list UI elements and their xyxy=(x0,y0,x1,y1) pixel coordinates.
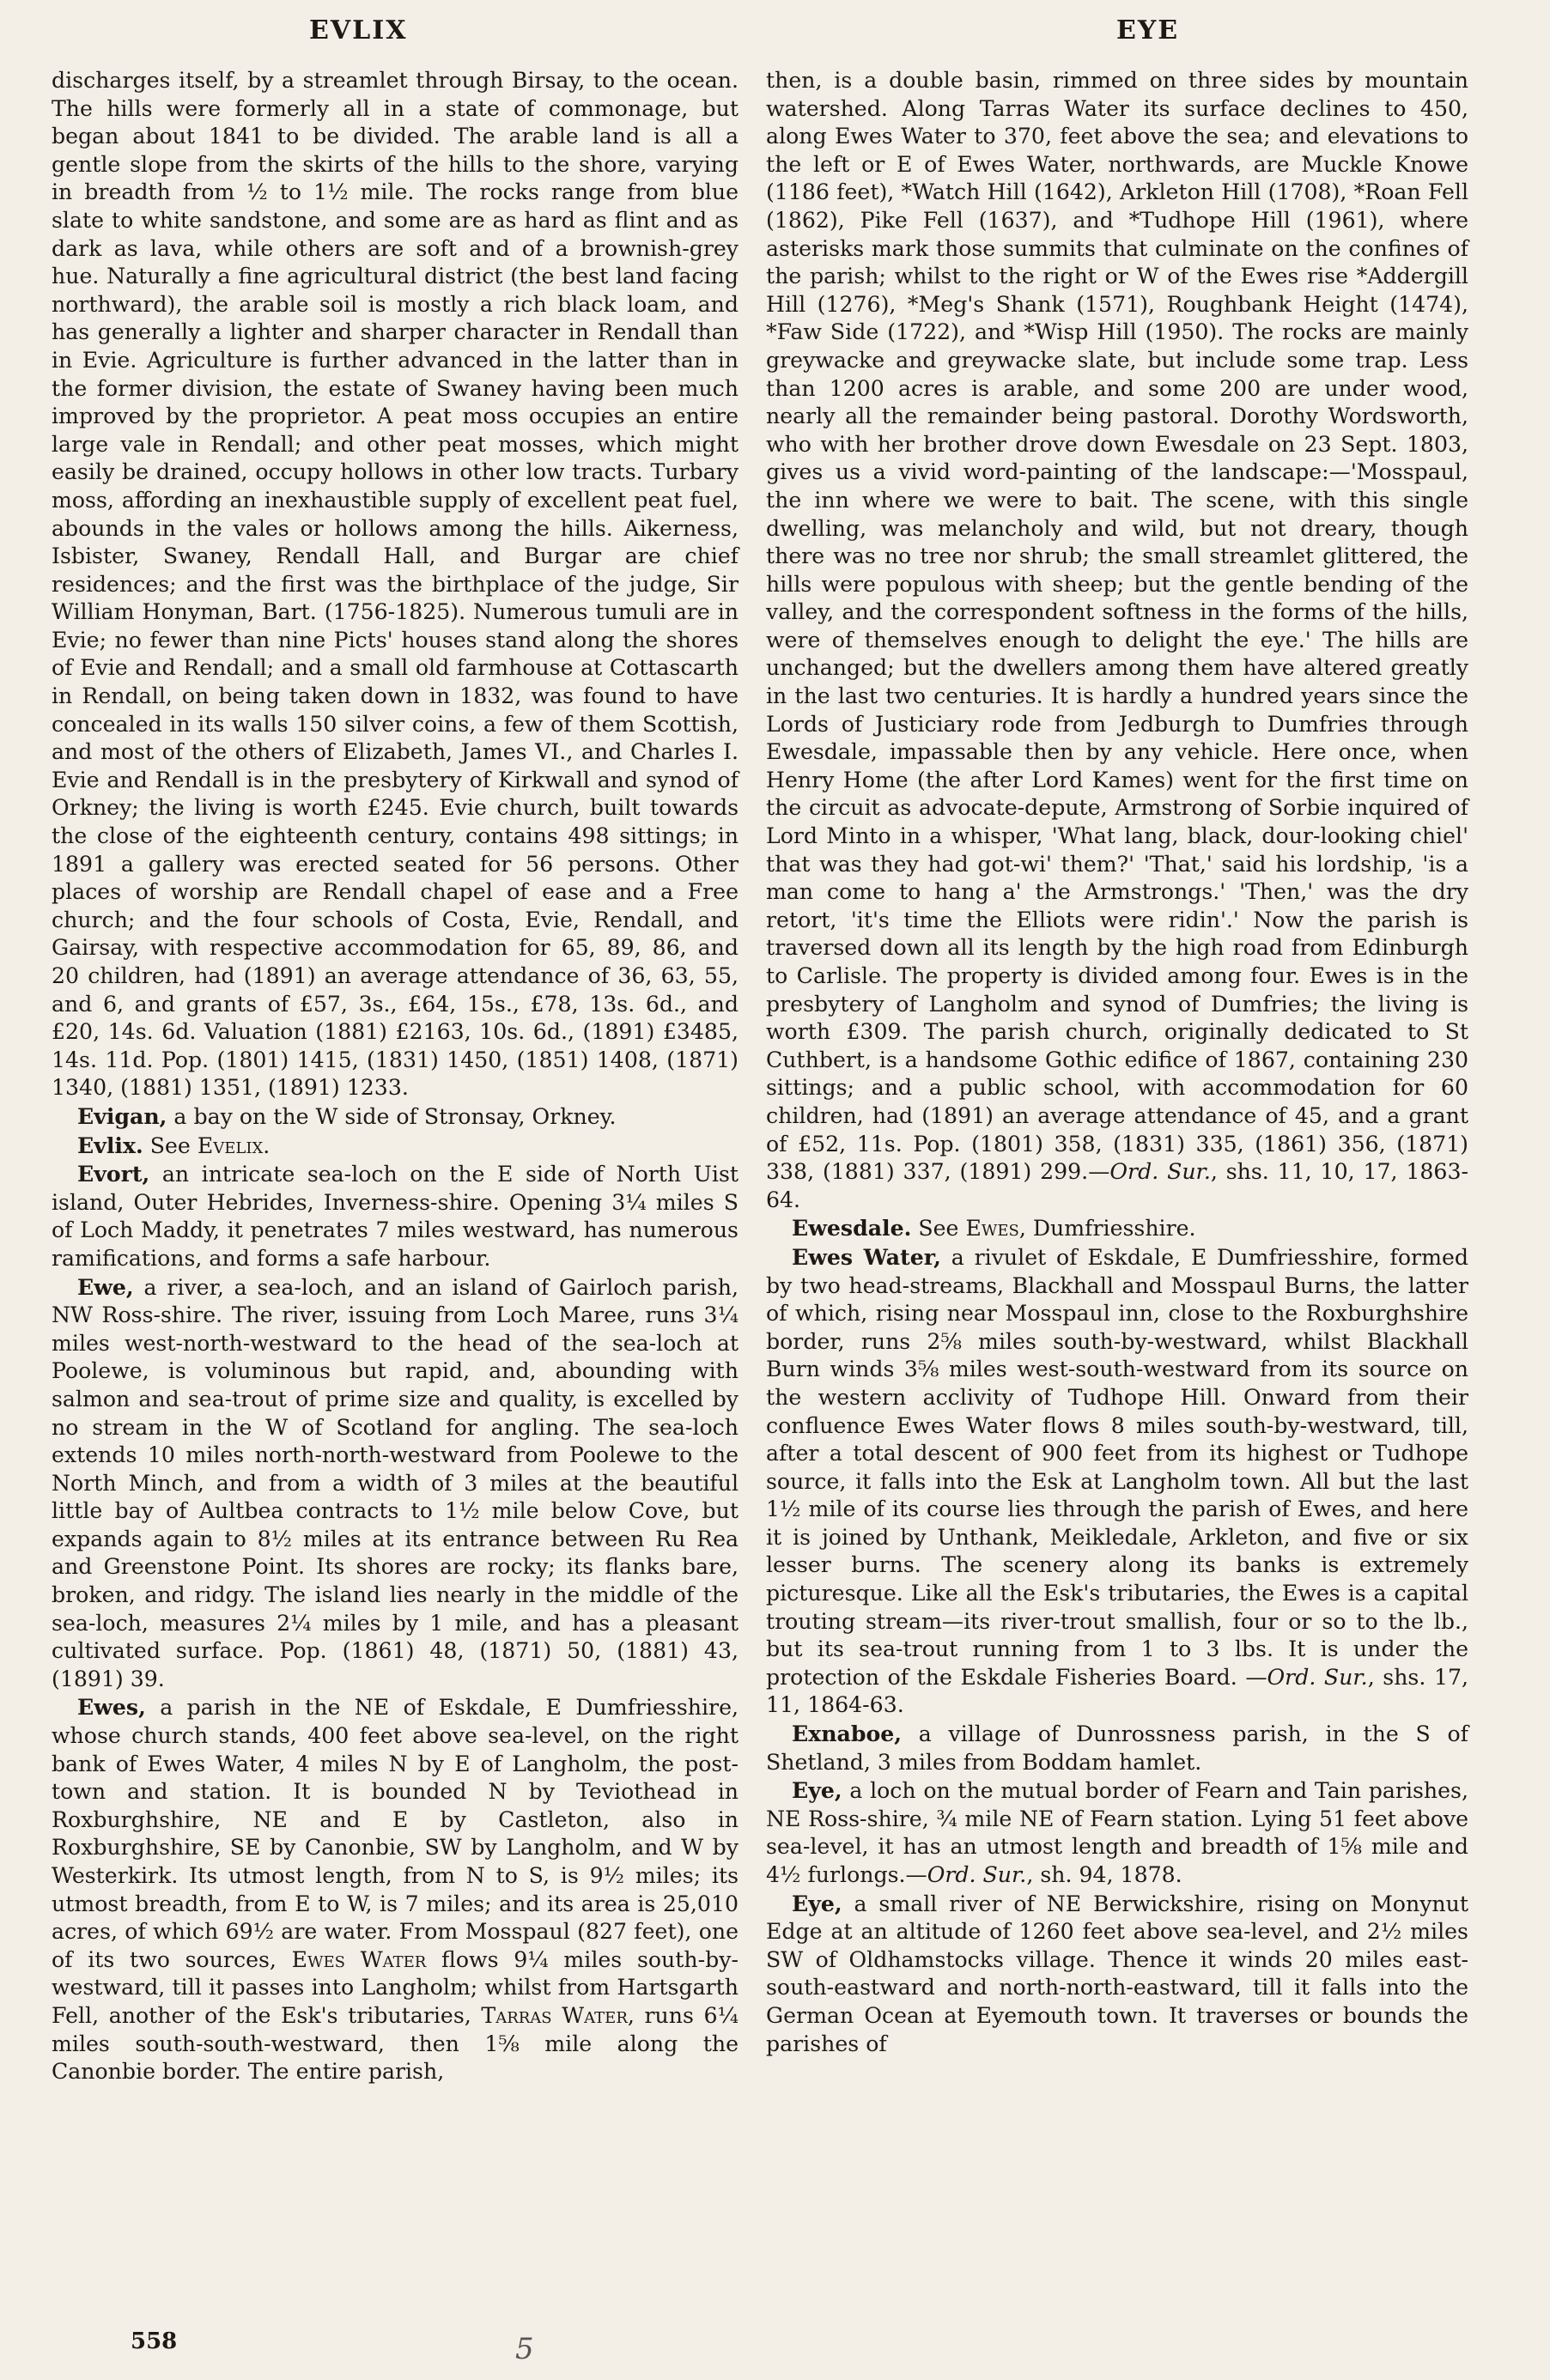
running-head xyxy=(52,15,1477,58)
headword: Ewes Water, xyxy=(792,1243,941,1270)
entry-text: an intricate sea-loch on the E side of North Uist island, Outer Hebrides, Inverness-shire. Opening 3¼ miles S of Loch Maddy, it penetrates 7 miles westward, has numerous ramifications, and forms a safe harbour. xyxy=(52,1162,739,1271)
entry-evigan xyxy=(52,1102,739,1132)
entry-evlix xyxy=(52,1132,739,1161)
entry-text: a small river of NE Berwickshire, rising on Monynut Edge at an altitude of 1260 feet above sea-level, and 2½ miles SW of Oldhamstocks village. Thence it winds 20 miles east-south-eastward and north-north-eastward, till it falls into the German Ocean at Eyemouth town. It traverses or bounds the parishes of xyxy=(766,1891,1468,2056)
page-number: 558 xyxy=(131,2328,178,2354)
headword: Eye, xyxy=(792,1777,842,1804)
entry-evie-continued: discharges itself, by a streamlet through Birsay, to the ocean. The hills were formerly all in a state of commonage, but began about 1841 to be divided. The arable land is all a gentle slope from the skirts of the hills to the shore, varying in breadth from ½ to 1½ mile. The rocks range from blue slate to white sandstone, and some are as hard as flint and as dark as lava, while others are soft and of a brownish-grey hue. Naturally a fine agricultural district (the best land facing northward), the arable soil is mostly a rich black loam, and has generally a lighter and sharper character in Rendall than in Evie. Agriculture is further advanced in the latter than in the former division, the estate of Swaney having been much improved by the proprietor. A peat moss occupies an entire large vale in Rendall; and other peat mosses, which might easily be drained, occupy hollows in other low tracts. Turbary moss, affording an inexhaustible supply of excellent peat fuel, abounds in the vales or hollows among the hills. Aikerness, Isbister, Swaney, Rendall Hall, and Burgar are chief residences; and the first was the birthplace of the judge, Sir William Honyman, Bart. (1756-1825). Numerous tumuli are in Evie; no fewer than nine Picts' houses stand along the shores of Evie and Rendall; and a small old farmhouse at Cottascarth in Rendall, on being taken down in 1832, was found to have concealed in its walls 150 silver coins, a few of them Scottish, and most of the others of Elizabeth, James VI., and Charles I. Evie and Rendall is in the presbytery of Kirkwall and synod of Orkney; the living is worth £245. Evie church, built towards the close of the eighteenth century, contains 498 sittings; in 1891 a gallery was erected seated for 56 persons. Other places of worship are Rendall chapel of ease and a Free church; and the four schools of Costa, Evie, Rendall, and Gairsay, with respective accommodation for 65, 89, 86, and 20 children, had (1891) an average attendance of 36, 63, 55, and 6, and grants of £57, 3s., £64, 15s., £78, 13s. 6d., and £20, 14s. 6d. Valuation (1881) £2163, 10s. 6d., (1891) £3485, 14s. 11d. Pop. (1801) 1415, (1831) 1450, (1851) 1408, (1871) 1340, (1881) 1351, (1891) 1233. xyxy=(52,68,739,1101)
entry-text: , sh. 94, 1878. xyxy=(1026,1862,1182,1887)
cross-reference: Ewes Water xyxy=(291,1946,427,1972)
gazetteer-page xyxy=(52,15,1477,2368)
entry-text: a loch on the mutual border of Fearn and Tain parishes, NE Ross-shire, ¾ mile NE of Fearn station. Lying 51 feet above sea-level, it has an utmost length and breadth of 1⅝ mile and 4½ furlongs.— xyxy=(766,1778,1468,1887)
cross-reference: Evelix. xyxy=(197,1132,270,1158)
left-column xyxy=(52,67,739,2086)
entry-text: , Dumfriesshire. xyxy=(1018,1216,1196,1242)
entry-text: See xyxy=(143,1132,198,1158)
headword: Ewesdale. xyxy=(792,1215,912,1242)
entry-eye-loch xyxy=(766,1776,1468,1889)
citation: Ord. Sur. xyxy=(1109,1159,1211,1185)
entry-text: a rivulet of Eskdale, E Dumfriesshire, formed by two head-streams, Blackhall and Mosspaul Burns, the latter of which, rising near Mosspaul inn, close to the Roxburghshire border, runs 2⅝ miles south-by-westward, whilst Blackhall Burn winds 3⅝ miles west-south-westward from its source on the western acclivity of Tudhope Hill. Onward from their confluence Ewes Water flows 8 miles south-by-westward, till, after a total descent of 900 feet from its highest or Tudhope source, it falls into the Esk at Langholm town. All but the last 1½ mile of its course lies through the parish of Ewes, and here it is joined by Unthank, Meikledale, Arkleton, and five or six lesser burns. The scenery along its banks is extremely picturesque. Like all the Esk's tributaries, the Ewes is a capital trouting stream—its river-trout smallish, four or so to the lb., but its sea-trout running from 1 to 3 lbs. It is under the protection of the Eskdale Fisheries Board. — xyxy=(766,1244,1468,1690)
citation: Ord. Sur. xyxy=(1267,1664,1368,1690)
headword: Exnaboe, xyxy=(792,1721,903,1747)
cross-reference: Ewes xyxy=(965,1216,1019,1242)
headword: Eye, xyxy=(792,1890,842,1916)
headword: Evort, xyxy=(77,1161,150,1187)
entry-ewes-water xyxy=(766,1243,1468,1720)
headword: Evlix. xyxy=(77,1132,143,1158)
headword: Evigan, xyxy=(77,1102,167,1129)
entry-text: , shs. 11, 10, 17, 1863-64. xyxy=(766,1159,1468,1212)
entry-text: a parish in the NE of Eskdale, E Dumfriesshire, whose church stands, 400 feet above sea-level, on the right bank of Ewes Water, 4 miles N by E of Langholm, the post-town and station. It is bounded N by Teviothead in Roxburghshire, NE and E by Castleton, also in Roxburghshire, SE by Canonbie, SW by Langholm, and W by Westerkirk. Its utmost length, from N to S, is 9½ miles; its utmost breadth, from E to W, is 7 miles; and its area is 25,010 acres, of which 69½ are water. From Mosspaul (827 feet), one of its two sources, xyxy=(52,1695,739,1972)
handwritten-mark: 5 xyxy=(515,2332,534,2366)
entry-evort xyxy=(52,1160,739,1272)
cross-reference: Tarras Water xyxy=(481,2002,628,2028)
entry-text: a river, a sea-loch, and an island of Gairloch parish, NW Ross-shire. The river, issuing from Loch Maree, runs 3¼ miles west-north-westward to the head of the sea-loch at Poolewe, is voluminous but rapid, and, abounding with salmon and sea-trout of prime size and quality, is excelled by no stream in the W of Scotland for angling. The sea-loch extends 10 miles north-north-westward from Poolewe to the North Minch, and from a width of 3 miles at the beautiful little bay of Aultbea contracts to 1½ mile below Cove, but expands again to 8½ miles at its entrance between Ru Rea and Greenstone Point. Its shores are rocky; its flanks bare, broken, and ridgy. The island lies nearly in the middle of the sea-loch, measures 2¼ miles by 1 mile, and has a pleasant cultivated surface. Pop. (1861) 48, (1871) 50, (1881) 43, (1891) 39. xyxy=(52,1274,739,1691)
entry-text: then, is a double basin, rimmed on three sides by mountain watershed. Along Tarras Water its surface declines to 450, along Ewes Water to 370, feet above the sea; and elevations to the left or E of Ewes Water, northwards, are Muckle Knowe (1186 feet), *Watch Hill (1642), Arkleton Hill (1708), *Roan Fell (1862), Pike Fell (1637), and *Tudhope Hill (1961), where asterisks mark those summits that culminate on the confines of the parish; whilst to the right or W of the Ewes rise *Addergill Hill (1276), *Meg's Shank (1571), Roughbank Height (1474), *Faw Side (1722), and *Wisp Hill (1950). The rocks are mainly greywacke and greywacke slate, but include some trap. Less than 1200 acres is arable, and some 200 are under wood, nearly all the remainder being pastoral. Dorothy Wordsworth, who with her brother drove down Ewesdale on 23 Sept. 1803, gives us a vivid word-painting of the landscape:—'Mosspaul, the inn where we were to bait. The scene, with this single dwelling, was melancholy and wild, but not dreary, though there was no tree nor shrub; the small streamlet glittered, the hills were populous with sheep; but the gentle bending of the valley, and the correspondent softness in the forms of the hills, were of themselves enough to delight the eye.' The hills are unchanged; but the dwellers among them have altered greatly in the last two centuries. It is hardly a hundred years since the Lords of Justiciary rode from Jedburgh to Dumfries through Ewesdale, impassable then by any vehicle. Here once, when Henry Home (the after Lord Kames) went for the first time on the circuit as advocate-depute, Armstrong of Sorbie inquired of Lord Minto in a whisper, 'What lang, black, dour-looking chiel' that was they had got-wi' them?' 'That,' said his lordship, 'is a man come to hang a' the Armstrongs.' 'Then,' was the dry retort, 'it's time the Elliots were ridin'.' Now the parish is traversed down all its length by the high road from Edinburgh to Carlisle. The property is divided among four. Ewes is in the presbytery of Langholm and synod of Dumfries; the living is worth £309. The parish church, originally dedicated to St Cuthbert, is a handsome Gothic edifice of 1867, containing 230 sittings; and a public school, with accommodation for 60 children, had (1891) an average attendance of 45, and a grant of £52, 11s. Pop. (1801) 358, (1831) 335, (1861) 356, (1871) 338, (1881) 337, (1891) 299.— xyxy=(766,68,1468,1185)
entry-text: a bay on the W side of Stronsay, Orkney. xyxy=(167,1103,617,1129)
headword: Ewes, xyxy=(77,1694,146,1721)
right-column xyxy=(766,67,1468,2058)
entry-text: flows 9¼ miles south-by-westward, till it passes into Langholm; whilst from Hartsgarth Fell, another of the Esk's tributaries, xyxy=(52,1946,739,2028)
entry-text: , shs. 17, 11, 1864-63. xyxy=(766,1664,1468,1718)
entry-ewes xyxy=(52,1693,739,2086)
entry-eye-river xyxy=(766,1890,1468,2059)
entry-ewe xyxy=(52,1273,739,1694)
entry-exnaboe xyxy=(766,1720,1468,1776)
running-head-right: EYE xyxy=(1116,15,1180,46)
entry-text: a village of Dunrossness parish, in the S of Shetland, 3 miles from Boddam hamlet. xyxy=(766,1721,1468,1775)
entry-text: See xyxy=(911,1216,966,1242)
entry-text: , runs 6¼ miles south-south-westward, then 1⅝ mile along the Canonbie border. The entire parish, xyxy=(52,2002,739,2085)
citation: Ord. Sur. xyxy=(927,1862,1027,1887)
entry-ewes-continued xyxy=(766,67,1468,1214)
entry-ewesdale xyxy=(766,1214,1468,1243)
running-head-left: EVLIX xyxy=(309,15,408,46)
headword: Ewe, xyxy=(77,1273,134,1300)
